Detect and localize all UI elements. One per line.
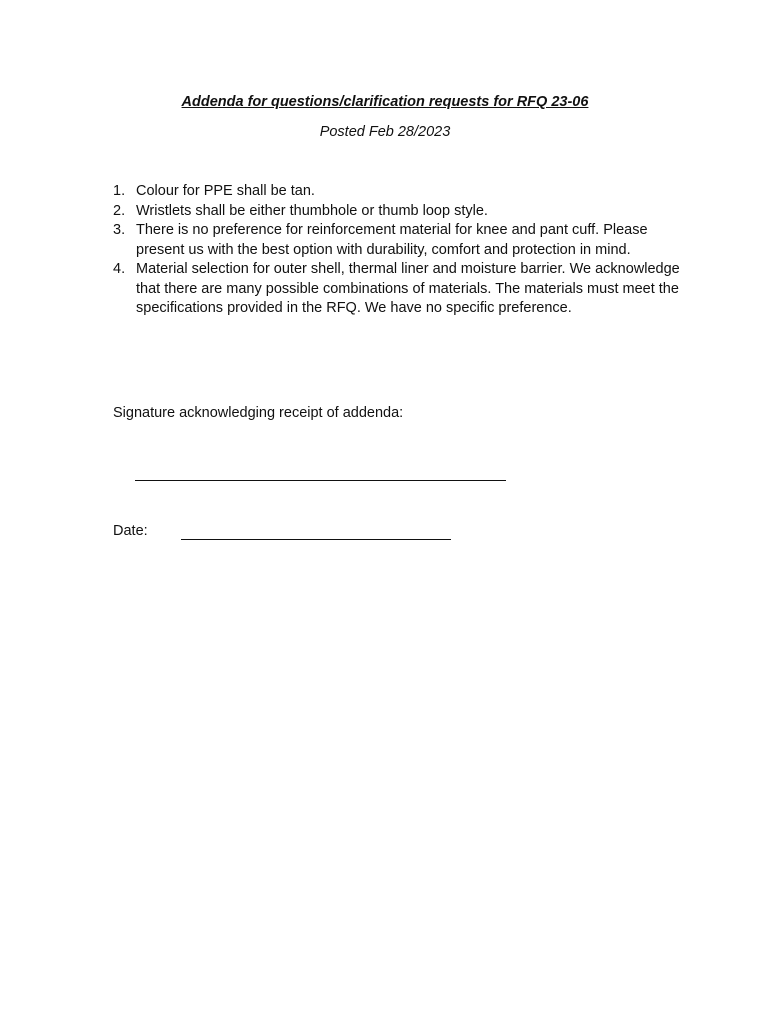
list-item bbox=[113, 221, 693, 260]
document-title: Addenda for questions/clarification requests for RFQ 23-06 bbox=[181, 94, 589, 110]
list-item-number: 3. bbox=[113, 222, 126, 238]
list-item-text: There is no preference for reinforcement material for knee and pant cuff. Please present us with the best option with durability, comfort and protection in mind. bbox=[136, 222, 648, 258]
list-item-number: 2. bbox=[113, 202, 126, 219]
list-item-text: Colour for PPE shall be tan. bbox=[136, 183, 315, 199]
list-item-text: Material selection for outer shell, thermal liner and moisture barrier. We acknowledge that there are many possible combinations of materials. The materials must meet the specifications provided in the RFQ. We have no specific preference. bbox=[136, 261, 680, 316]
signature-label: Signature acknowledging receipt of addenda: bbox=[113, 405, 404, 421]
list-item-text: Wristlets shall be either thumbhole or thumb loop style. bbox=[136, 202, 488, 219]
list-item bbox=[113, 182, 693, 202]
list-item-number: 1. bbox=[113, 183, 126, 199]
list-item bbox=[113, 202, 693, 222]
list-item-number: 4. bbox=[113, 261, 126, 277]
date-line bbox=[181, 539, 451, 540]
date-label: Date: bbox=[113, 523, 148, 539]
list-item bbox=[113, 260, 693, 319]
signature-line bbox=[135, 480, 506, 481]
addenda-list bbox=[113, 182, 693, 319]
posted-date: Posted Feb 28/2023 bbox=[319, 124, 451, 140]
